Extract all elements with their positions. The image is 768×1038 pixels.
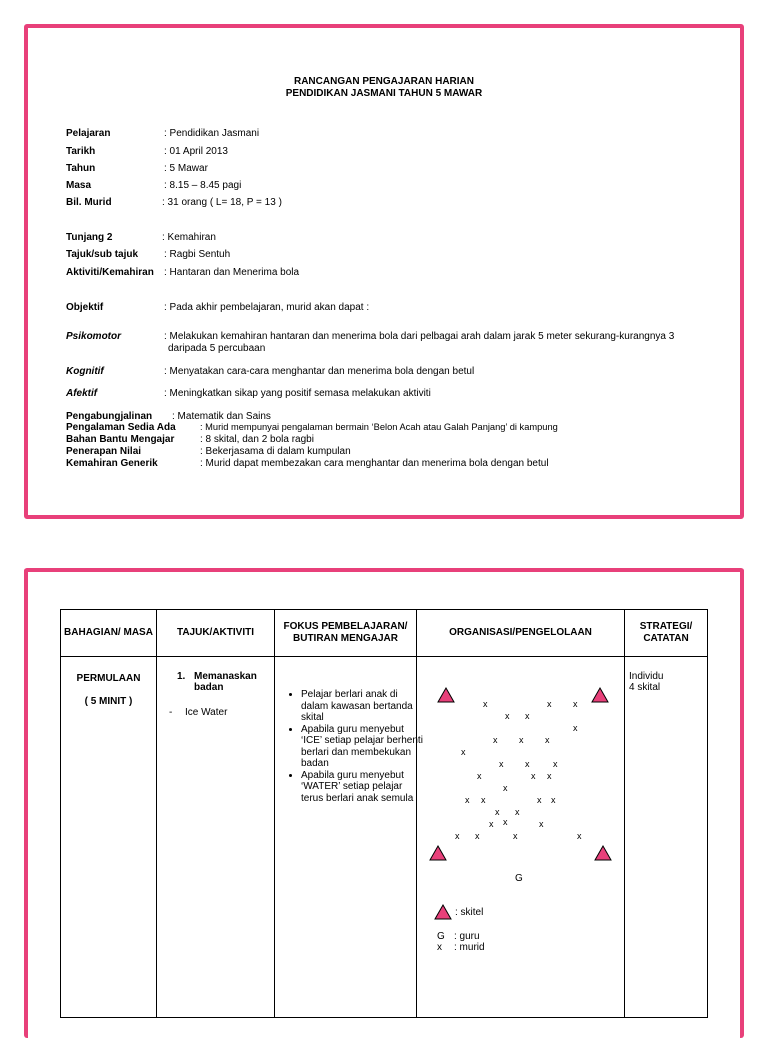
- teacher-marker: G: [515, 873, 523, 884]
- student-marker: x: [481, 795, 486, 805]
- list-item: • Apabila guru menyebut ‘WATER’ setiap pelajar terus berlari anak semula: [301, 770, 426, 805]
- student-marker: x: [483, 699, 488, 709]
- objektif-label: Objektif: [66, 302, 104, 313]
- student-marker: x: [547, 771, 552, 781]
- info-label-tarikh: Tarikh: [66, 146, 96, 157]
- kognitif-label: Kognitif: [66, 366, 104, 377]
- pengabungjalinan-label: Pengabungjalinan: [66, 411, 153, 422]
- kognitif-value: : Menyatakan cara-cara menghantar dan menerima bola dengan betul: [164, 366, 475, 377]
- student-marker: x: [503, 817, 508, 827]
- cell-bahagian: [61, 657, 156, 1017]
- header-strategi: STRATEGI/ CATATAN: [625, 610, 708, 657]
- fokus-list: [275, 689, 426, 804]
- pengalaman-label: Pengalaman Sedia Ada: [66, 422, 176, 433]
- student-marker: x: [465, 795, 470, 805]
- info-value-masa: : 8.15 – 8.45 pagi: [164, 180, 242, 191]
- student-marker: x: [499, 759, 504, 769]
- tajuk-text: Memanaskan badan: [194, 671, 257, 693]
- cell-tajuk: [157, 657, 274, 1017]
- student-marker: x: [503, 783, 508, 793]
- info-label-tahun: Tahun: [66, 163, 96, 174]
- header-fokus: FOKUS PEMBELAJARAN/ BUTIRAN MENGAJAR: [275, 610, 417, 657]
- student-marker: x: [525, 759, 530, 769]
- tajuk-value: : Ragbi Sentuh: [164, 249, 231, 260]
- student-marker: x: [519, 735, 524, 745]
- list-item: • Apabila guru menyebut ‘ICE’ setiap pelajar berhenti berlari dan membekukan badan: [301, 724, 426, 770]
- tajuk-number: 1.: [177, 671, 186, 682]
- header-organisasi: ORGANISASI/PENGELOLAAN: [417, 610, 625, 657]
- info-label-bil-murid: Bil. Murid: [66, 197, 112, 208]
- student-marker: x: [495, 807, 500, 817]
- info-value-pelajaran: : Pendidikan Jasmani: [164, 128, 260, 139]
- student-marker: x: [513, 831, 518, 841]
- list-item: • Pelajar berlari anak di dalam kawasan bertanda skital: [301, 689, 426, 724]
- psikomotor-value-line1: : Melakukan kemahiran hantaran dan menerima bola dari pelbagai arah dalam jarak 5 meter sekurang-kurangnya 3: [164, 331, 675, 342]
- document-subtitle: PENDIDIKAN JASMANI TAHUN 5 MAWAR: [285, 88, 483, 99]
- legend-murid: : murid: [454, 942, 485, 953]
- psikomotor-value-line2: daripada 5 percubaan: [168, 343, 266, 354]
- tajuk-label: Tajuk/sub tajuk: [66, 249, 139, 260]
- nilai-value: : Bekerjasama di dalam kumpulan: [200, 446, 351, 457]
- strategi-line1: Individu: [629, 671, 664, 682]
- header-tajuk: TAJUK/AKTIVITI: [157, 610, 275, 657]
- info-label-masa: Masa: [66, 180, 92, 191]
- aktiviti-text: Ice Water: [185, 707, 228, 718]
- lesson-table: [60, 609, 708, 1018]
- table-row: [61, 657, 708, 1018]
- student-marker: x: [573, 723, 578, 733]
- student-marker: x: [545, 735, 550, 745]
- student-marker: x: [493, 735, 498, 745]
- student-marker: x: [515, 807, 520, 817]
- document-title: RANCANGAN PENGAJARAN HARIAN: [293, 76, 474, 87]
- generik-label: Kemahiran Generik: [66, 458, 158, 469]
- header-bahagian: BAHAGIAN/ MASA: [61, 610, 157, 657]
- student-marker: x: [505, 711, 510, 721]
- cell-organisasi-diagram: [417, 657, 624, 1017]
- info-value-tahun: : 5 Mawar: [164, 163, 208, 174]
- pengalaman-value: : Murid mempunyai pengalaman bermain ‘Belon Acah atau Galah Panjang’ di kampung: [200, 422, 558, 432]
- skitel-icon: [591, 687, 609, 703]
- student-marker: x: [475, 831, 480, 841]
- afektif-value: : Meningkatkan sikap yang positif semasa melakukan aktiviti: [164, 388, 431, 399]
- aktiviti-dash: -: [169, 707, 173, 718]
- aktiviti-label: Aktiviti/Kemahiran: [66, 267, 154, 278]
- bahan-value: : 8 skital, dan 2 bola ragbi: [200, 434, 314, 445]
- student-marker: x: [489, 819, 494, 829]
- skitel-icon: [429, 845, 447, 861]
- tunjang-value: : Kemahiran: [162, 232, 216, 243]
- student-marker: x: [539, 819, 544, 829]
- table-header-row: [61, 610, 708, 657]
- info-label-pelajaran: Pelajaran: [66, 128, 111, 139]
- student-marker: x: [577, 831, 582, 841]
- info-value-tarikh: : 01 April 2013: [164, 146, 228, 157]
- student-marker: x: [531, 771, 536, 781]
- legend-skitel-icon: [434, 904, 452, 920]
- student-marker: x: [553, 759, 558, 769]
- student-marker: x: [525, 711, 530, 721]
- student-marker: x: [573, 699, 578, 709]
- legend-murid-symbol: x: [437, 942, 442, 953]
- student-marker: x: [537, 795, 542, 805]
- skitel-icon: [594, 845, 612, 861]
- legend-skitel: : skitel: [455, 907, 484, 918]
- student-marker: x: [547, 699, 552, 709]
- generik-value: : Murid dapat membezakan cara menghantar dan menerima bola dengan betul: [200, 458, 549, 469]
- student-marker: x: [477, 771, 482, 781]
- cell-strategi: [625, 657, 707, 1017]
- afektif-label: Afektif: [66, 388, 98, 399]
- nilai-label: Penerapan Nilai: [66, 446, 142, 457]
- tunjang-label: Tunjang 2: [66, 232, 113, 243]
- pengabungjalinan-value: : Matematik dan Sains: [172, 411, 271, 422]
- bahagian-text: PERMULAAN: [76, 673, 141, 684]
- student-marker: x: [455, 831, 460, 841]
- info-value-bil-murid: : 31 orang ( L= 18, P = 13 ): [162, 197, 282, 208]
- legend-guru-symbol: G: [437, 931, 445, 942]
- legend-guru: : guru: [454, 931, 480, 942]
- masa-text: ( 5 MINIT ): [84, 696, 133, 707]
- student-marker: x: [461, 747, 466, 757]
- aktiviti-value: : Hantaran dan Menerima bola: [164, 267, 300, 278]
- skitel-icon: [437, 687, 455, 703]
- psikomotor-label: Psikomotor: [66, 331, 122, 342]
- objektif-value: : Pada akhir pembelajaran, murid akan dapat :: [164, 302, 370, 313]
- bahan-label: Bahan Bantu Mengajar: [66, 434, 175, 445]
- strategi-line2: 4 skital: [629, 682, 661, 693]
- student-marker: x: [551, 795, 556, 805]
- cell-fokus: [275, 657, 423, 1017]
